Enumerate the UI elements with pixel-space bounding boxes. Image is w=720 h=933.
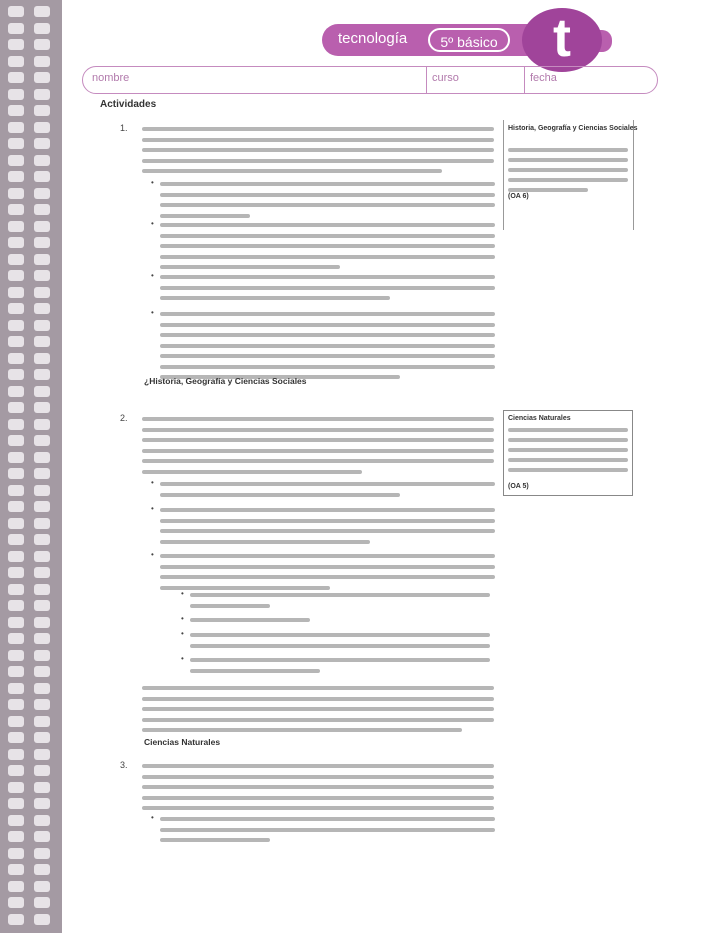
text-line bbox=[508, 178, 628, 182]
binder-hole bbox=[8, 23, 24, 34]
binder-hole bbox=[8, 881, 24, 892]
binder-hole bbox=[8, 815, 24, 826]
text-line bbox=[508, 448, 628, 452]
bullet-icon: • bbox=[151, 178, 154, 187]
binder-hole bbox=[8, 320, 24, 331]
binder-hole bbox=[8, 386, 24, 397]
name-label: nombre bbox=[92, 72, 130, 84]
binder-hole bbox=[34, 699, 50, 710]
text-line bbox=[508, 428, 628, 432]
text-line bbox=[160, 296, 390, 300]
binder-hole bbox=[34, 369, 50, 380]
binder-hole bbox=[8, 287, 24, 298]
binder-hole bbox=[34, 534, 50, 545]
binder-hole bbox=[8, 336, 24, 347]
text-line bbox=[160, 482, 495, 486]
bullet-icon: • bbox=[151, 504, 154, 513]
logo-letter: t bbox=[553, 8, 571, 68]
binder-hole bbox=[34, 897, 50, 908]
text-line bbox=[160, 203, 495, 207]
activity-number: 1. bbox=[120, 123, 128, 133]
text-line bbox=[160, 255, 495, 259]
text-line bbox=[508, 458, 628, 462]
binder-hole bbox=[8, 171, 24, 182]
text-line bbox=[508, 188, 588, 192]
text-line bbox=[190, 633, 490, 637]
text-line bbox=[142, 459, 494, 463]
binder-hole bbox=[34, 518, 50, 529]
binder-hole bbox=[34, 419, 50, 430]
text-line bbox=[160, 508, 495, 512]
binder-hole bbox=[34, 435, 50, 446]
course-label: curso bbox=[432, 72, 459, 84]
text-line bbox=[142, 138, 494, 142]
binder-hole bbox=[8, 798, 24, 809]
binder-hole bbox=[34, 72, 50, 83]
bullet-icon: • bbox=[151, 550, 154, 559]
binder-hole bbox=[8, 221, 24, 232]
text-line bbox=[142, 148, 494, 152]
binder-hole bbox=[34, 237, 50, 248]
binder-hole bbox=[34, 39, 50, 50]
text-line bbox=[142, 697, 494, 701]
text-line bbox=[160, 312, 495, 316]
binder-hole bbox=[34, 551, 50, 562]
binder-hole bbox=[34, 452, 50, 463]
binder-hole bbox=[34, 105, 50, 116]
binder-hole bbox=[8, 402, 24, 413]
text-line bbox=[190, 669, 320, 673]
bullet-icon: • bbox=[151, 271, 154, 280]
side-note-title: Historia, Geografía y Ciencias Sociales bbox=[508, 125, 638, 132]
binder-hole bbox=[8, 897, 24, 908]
text-line bbox=[160, 838, 270, 842]
binder-hole bbox=[8, 666, 24, 677]
text-line bbox=[160, 333, 495, 337]
info-separator bbox=[524, 66, 525, 94]
text-line bbox=[190, 658, 490, 662]
binder-hole bbox=[34, 254, 50, 265]
binder-hole bbox=[8, 617, 24, 628]
binder-hole bbox=[34, 89, 50, 100]
text-line bbox=[508, 148, 628, 152]
binder-hole bbox=[34, 155, 50, 166]
binder-hole bbox=[8, 864, 24, 875]
date-label: fecha bbox=[530, 72, 557, 84]
text-line bbox=[142, 764, 494, 768]
bullet-icon: • bbox=[151, 813, 154, 822]
binder-hole bbox=[34, 402, 50, 413]
binder-hole bbox=[34, 650, 50, 661]
binder-hole bbox=[34, 122, 50, 133]
binder-hole bbox=[34, 303, 50, 314]
text-line bbox=[142, 438, 494, 442]
text-line bbox=[160, 275, 495, 279]
binder-hole bbox=[34, 336, 50, 347]
binder-hole bbox=[8, 39, 24, 50]
binder-hole bbox=[34, 320, 50, 331]
binder-hole bbox=[8, 468, 24, 479]
text-line bbox=[160, 214, 250, 218]
binder-hole bbox=[34, 287, 50, 298]
binder-hole bbox=[34, 914, 50, 925]
column-divider bbox=[503, 120, 504, 230]
binder-hole bbox=[8, 485, 24, 496]
binder-hole bbox=[8, 716, 24, 727]
binder-hole bbox=[34, 204, 50, 215]
text-line bbox=[142, 785, 494, 789]
binder-hole bbox=[8, 749, 24, 760]
binder-hole bbox=[34, 765, 50, 776]
text-line bbox=[142, 686, 494, 690]
binder-hole bbox=[34, 716, 50, 727]
binder-hole bbox=[34, 864, 50, 875]
text-line bbox=[190, 604, 270, 608]
binder-hole bbox=[8, 270, 24, 281]
binder-hole bbox=[8, 237, 24, 248]
text-line bbox=[142, 718, 494, 722]
side-note-code: (OA 6) bbox=[508, 193, 529, 200]
text-line bbox=[142, 127, 494, 131]
bullet-icon: • bbox=[181, 654, 184, 663]
binder-hole bbox=[34, 633, 50, 644]
binder-hole bbox=[8, 254, 24, 265]
bullet-icon: • bbox=[181, 589, 184, 598]
binder-hole bbox=[8, 155, 24, 166]
text-line bbox=[160, 519, 495, 523]
binder-hole bbox=[8, 353, 24, 364]
text-line bbox=[160, 554, 495, 558]
binder-hole bbox=[34, 501, 50, 512]
binder-hole bbox=[34, 171, 50, 182]
text-line bbox=[190, 593, 490, 597]
binder-hole bbox=[8, 650, 24, 661]
binder-hole bbox=[8, 435, 24, 446]
binder-hole bbox=[34, 6, 50, 17]
binder-hole bbox=[8, 567, 24, 578]
subject-label: tecnología bbox=[338, 30, 408, 47]
binder-hole bbox=[34, 138, 50, 149]
text-line bbox=[160, 265, 340, 269]
text-line bbox=[160, 244, 495, 248]
binder-hole bbox=[34, 270, 50, 281]
binder-hole bbox=[8, 551, 24, 562]
binder-hole bbox=[8, 633, 24, 644]
binder-hole bbox=[8, 765, 24, 776]
text-line bbox=[160, 575, 495, 579]
binder-hole bbox=[34, 56, 50, 67]
binder-hole bbox=[34, 23, 50, 34]
binder-hole bbox=[34, 732, 50, 743]
text-line bbox=[142, 806, 494, 810]
text-line bbox=[142, 417, 494, 421]
binder-hole bbox=[8, 914, 24, 925]
binder-strip bbox=[0, 0, 62, 933]
binder-hole bbox=[34, 386, 50, 397]
text-line bbox=[142, 775, 494, 779]
binder-hole bbox=[34, 221, 50, 232]
text-line bbox=[160, 234, 495, 238]
bullet-icon: • bbox=[151, 219, 154, 228]
binder-hole bbox=[8, 419, 24, 430]
text-line bbox=[142, 796, 494, 800]
binder-hole bbox=[34, 567, 50, 578]
text-line bbox=[142, 428, 494, 432]
binder-hole bbox=[34, 815, 50, 826]
text-line bbox=[160, 193, 495, 197]
binder-hole bbox=[8, 683, 24, 694]
binder-hole bbox=[34, 353, 50, 364]
binder-hole bbox=[34, 798, 50, 809]
text-line bbox=[160, 817, 495, 821]
text-line bbox=[160, 586, 330, 590]
side-note-title: Ciencias Naturales bbox=[508, 415, 571, 422]
activity-number: 3. bbox=[120, 760, 128, 770]
text-line bbox=[160, 540, 370, 544]
binder-hole bbox=[8, 188, 24, 199]
text-line bbox=[142, 169, 442, 173]
bullet-icon: • bbox=[151, 308, 154, 317]
binder-hole bbox=[8, 105, 24, 116]
bullet-icon: • bbox=[181, 629, 184, 638]
student-info-row bbox=[82, 66, 658, 94]
binder-hole bbox=[8, 72, 24, 83]
binder-hole bbox=[8, 732, 24, 743]
binder-hole bbox=[34, 782, 50, 793]
binder-hole bbox=[34, 881, 50, 892]
text-line bbox=[142, 707, 494, 711]
binder-hole bbox=[8, 831, 24, 842]
binder-hole bbox=[34, 831, 50, 842]
text-line bbox=[142, 449, 494, 453]
text-line bbox=[160, 344, 495, 348]
binder-hole bbox=[8, 518, 24, 529]
binder-hole bbox=[8, 584, 24, 595]
text-line bbox=[160, 565, 495, 569]
text-line bbox=[142, 159, 494, 163]
text-line bbox=[508, 438, 628, 442]
binder-hole bbox=[8, 56, 24, 67]
binder-hole bbox=[8, 782, 24, 793]
binder-hole bbox=[8, 452, 24, 463]
text-line bbox=[508, 158, 628, 162]
text-line bbox=[160, 354, 495, 358]
binder-hole bbox=[8, 848, 24, 859]
grade-badge: 5º básico bbox=[428, 28, 510, 52]
bullet-icon: • bbox=[151, 478, 154, 487]
text-line bbox=[142, 728, 462, 732]
binder-hole bbox=[34, 617, 50, 628]
binder-hole bbox=[8, 501, 24, 512]
binder-hole bbox=[34, 485, 50, 496]
binder-hole bbox=[8, 534, 24, 545]
binder-hole bbox=[34, 848, 50, 859]
binder-hole bbox=[8, 369, 24, 380]
text-line bbox=[160, 529, 495, 533]
side-note-code: (OA 5) bbox=[508, 483, 529, 490]
text-line bbox=[142, 470, 362, 474]
section-title: Actividades bbox=[100, 99, 157, 110]
text-line bbox=[190, 644, 490, 648]
text-line bbox=[160, 493, 400, 497]
activity-reference: Ciencias Naturales bbox=[144, 737, 221, 747]
text-line bbox=[160, 365, 495, 369]
binder-hole bbox=[34, 749, 50, 760]
binder-hole bbox=[34, 600, 50, 611]
info-separator bbox=[426, 66, 427, 94]
binder-hole bbox=[8, 204, 24, 215]
text-line bbox=[160, 286, 495, 290]
binder-hole bbox=[34, 666, 50, 677]
binder-hole bbox=[34, 468, 50, 479]
binder-hole bbox=[8, 600, 24, 611]
binder-hole bbox=[34, 188, 50, 199]
binder-hole bbox=[8, 699, 24, 710]
text-line bbox=[160, 223, 495, 227]
binder-hole bbox=[8, 138, 24, 149]
text-line bbox=[508, 468, 628, 472]
binder-hole bbox=[34, 584, 50, 595]
bullet-icon: • bbox=[181, 614, 184, 623]
binder-hole bbox=[8, 89, 24, 100]
text-line bbox=[160, 828, 495, 832]
activity-reference: ¿Historia, Geografía y Ciencias Sociales bbox=[144, 376, 307, 386]
binder-hole bbox=[8, 6, 24, 17]
binder-hole bbox=[34, 683, 50, 694]
binder-hole bbox=[8, 303, 24, 314]
text-line bbox=[160, 323, 495, 327]
text-line bbox=[190, 618, 310, 622]
column-divider bbox=[633, 120, 634, 230]
activity-number: 2. bbox=[120, 413, 128, 423]
binder-hole bbox=[8, 122, 24, 133]
text-line bbox=[508, 168, 628, 172]
text-line bbox=[160, 182, 495, 186]
